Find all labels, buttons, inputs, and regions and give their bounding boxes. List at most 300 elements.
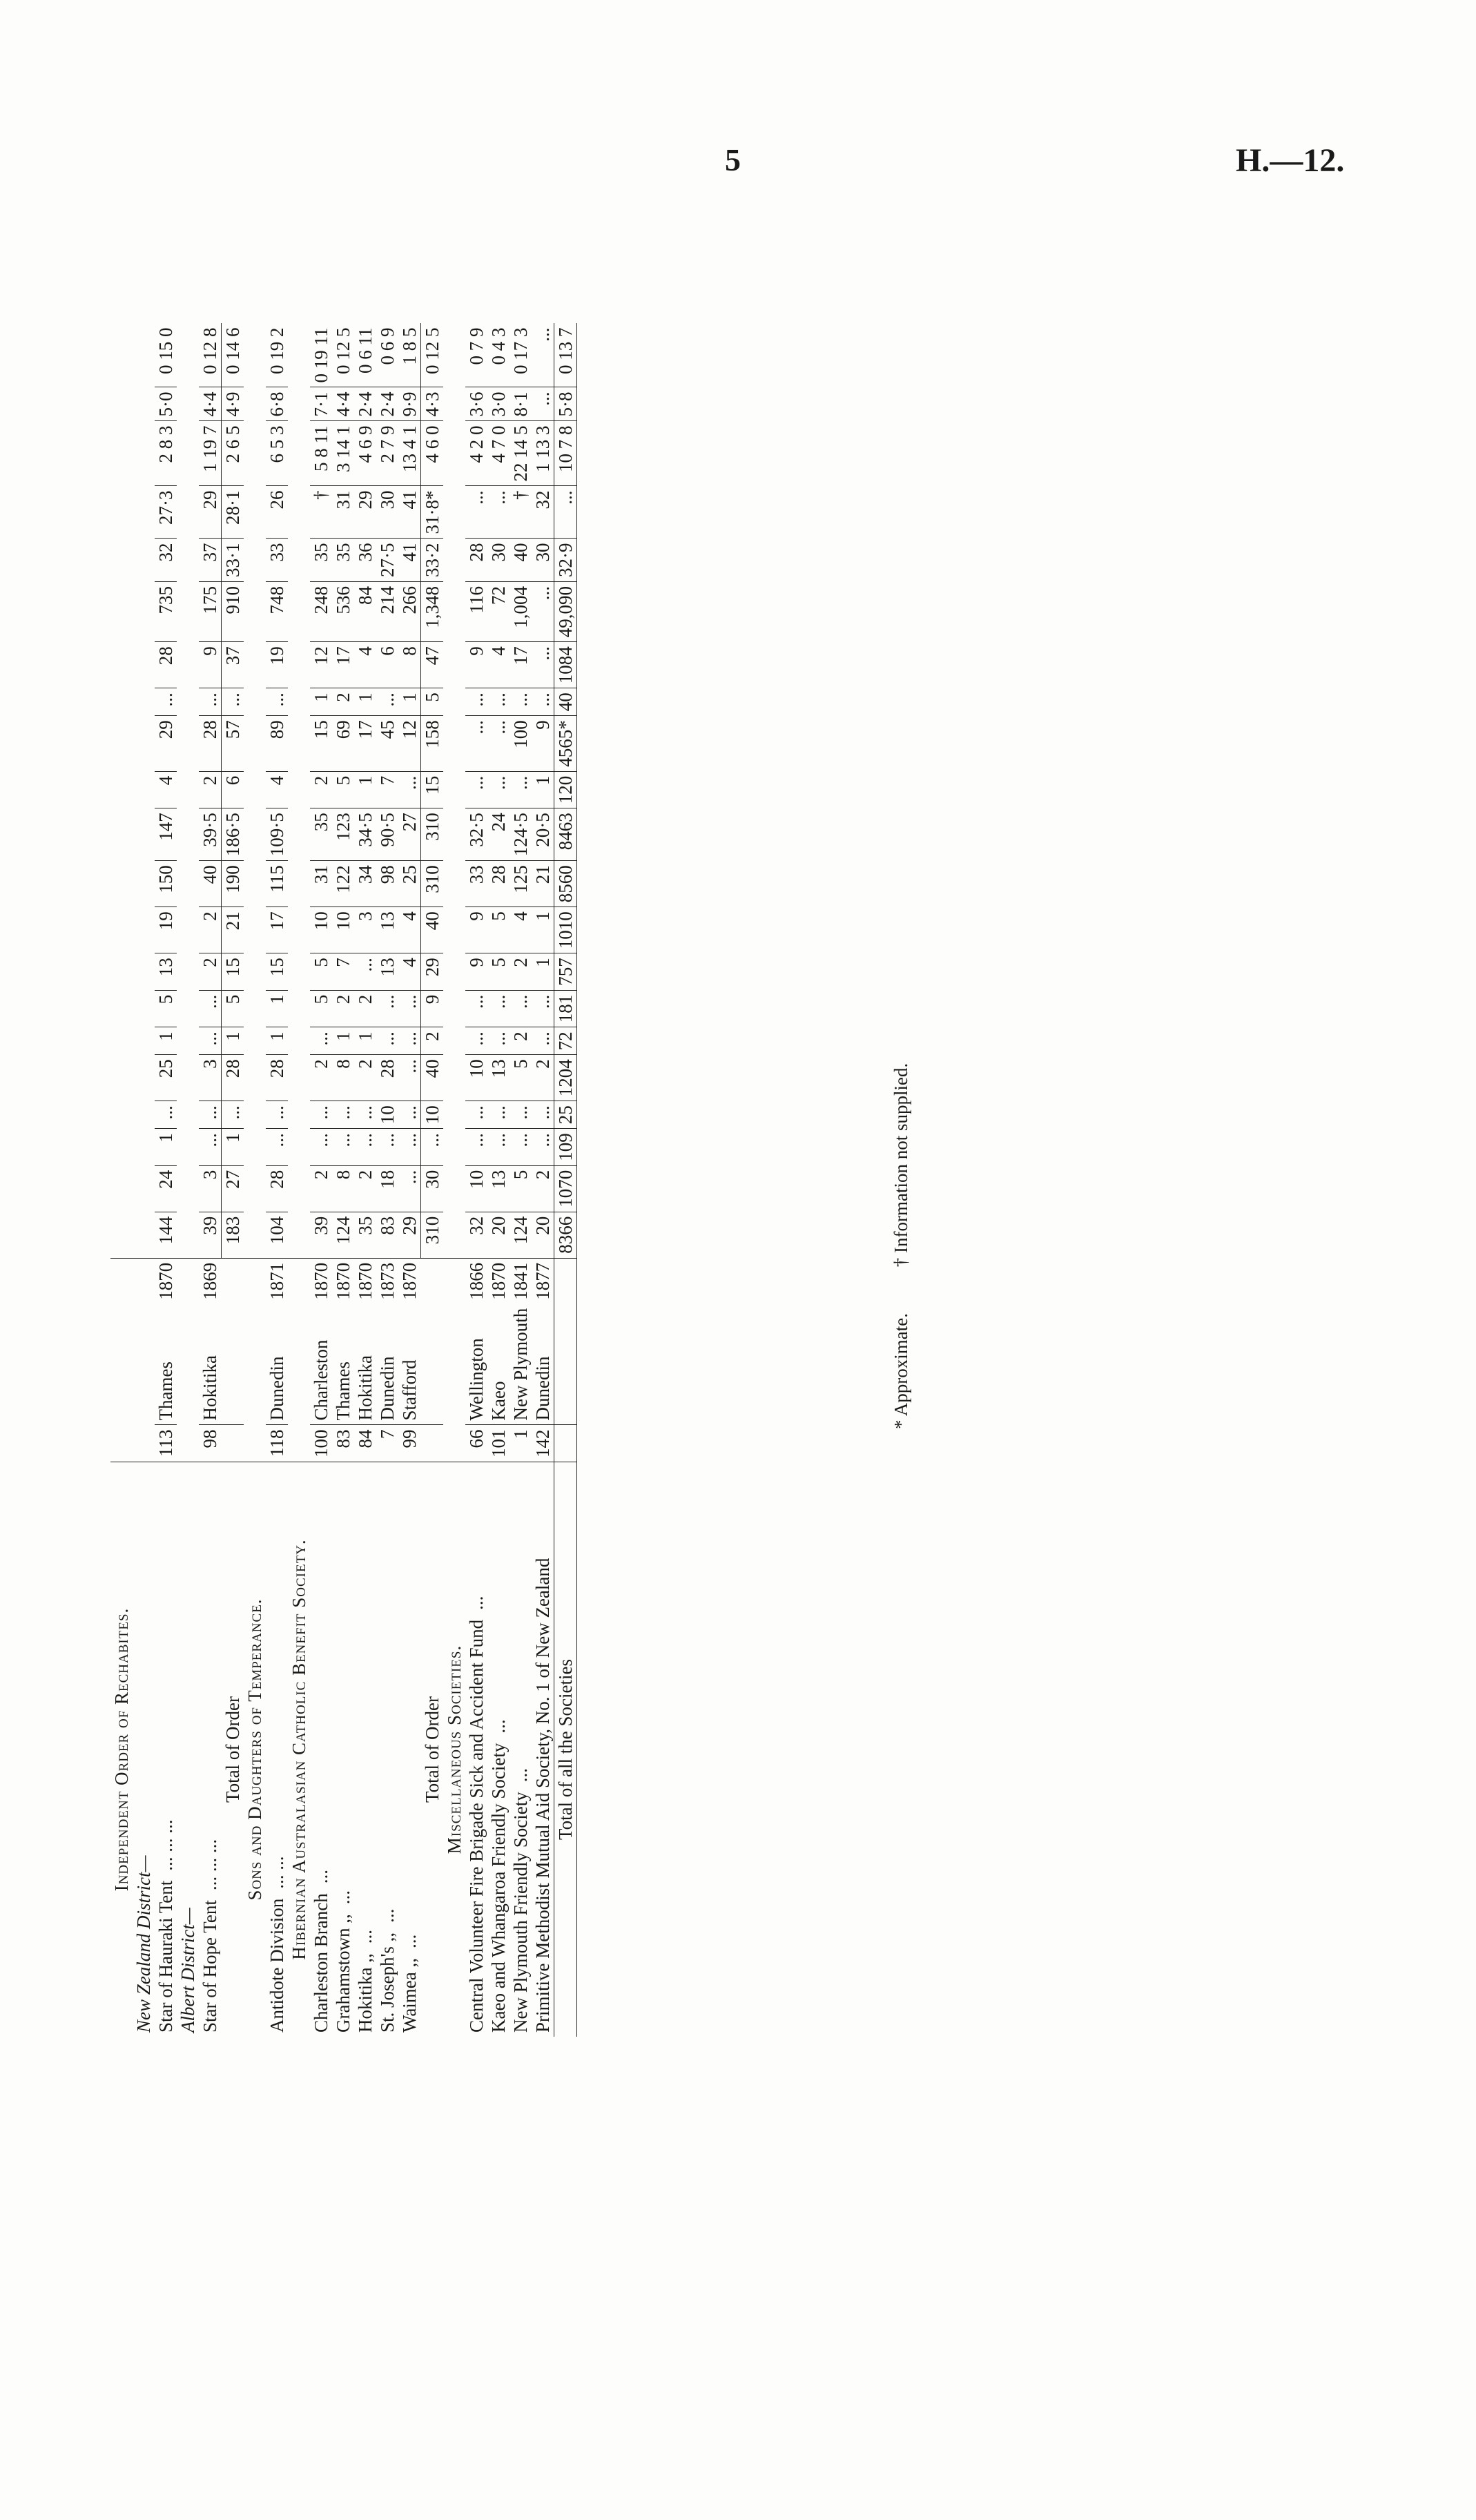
value-cell: 214 xyxy=(376,581,398,641)
value-cell: 115 xyxy=(266,861,288,907)
total-value-cell: 310 xyxy=(421,1212,444,1258)
empty-cell xyxy=(133,1055,155,1101)
value-cell: ... xyxy=(310,1027,332,1055)
value-cell: 5 xyxy=(487,907,509,953)
leader-dots: ... xyxy=(311,1870,331,1884)
value-cell: 28 xyxy=(266,1165,288,1212)
year-established: 1869 xyxy=(200,1262,220,1300)
empty-cell xyxy=(110,1055,133,1101)
value-cell: 41 xyxy=(398,539,421,582)
empty-cell xyxy=(443,1027,465,1055)
table-row xyxy=(155,323,177,2037)
place: Hokitika xyxy=(354,1304,376,1425)
empty-cell xyxy=(133,421,155,486)
value-cell: 1 8 5 xyxy=(398,323,421,387)
table-row xyxy=(509,323,532,2037)
society-name-cell xyxy=(155,1462,177,2037)
value-cell: 3 xyxy=(199,1055,222,1101)
total-value-cell: 186·5 xyxy=(222,808,244,861)
value-cell: 28 xyxy=(487,861,509,907)
table-row xyxy=(376,323,398,2037)
total-value-cell: 49,090 xyxy=(554,581,577,641)
empty-cell xyxy=(110,642,133,688)
register-number: 1 xyxy=(509,1425,532,1462)
value-cell: 35 xyxy=(310,539,332,582)
empty-cell xyxy=(244,990,266,1027)
empty-cell xyxy=(133,953,155,991)
value-cell: 13 4 1 xyxy=(398,421,421,486)
value-cell: 34 xyxy=(354,861,376,907)
value-cell: 29 xyxy=(199,486,222,539)
value-cell: ... xyxy=(532,387,554,421)
empty-cell xyxy=(443,486,465,539)
total-value-cell: 40 xyxy=(554,688,577,716)
value-cell: 9 xyxy=(532,716,554,772)
empty-cell xyxy=(244,1212,266,1258)
value-cell: 39 xyxy=(199,1212,222,1258)
value-cell: 13 xyxy=(487,1165,509,1212)
place: Dunedin xyxy=(376,1304,398,1425)
total-value-cell: 15 xyxy=(421,771,444,808)
society-name-cell xyxy=(266,1462,288,2037)
value-cell: 5 xyxy=(332,771,354,808)
empty-cell xyxy=(443,1212,465,1258)
value-cell: ... xyxy=(532,688,554,716)
value-cell: 9 xyxy=(465,953,487,991)
value-cell: 25 xyxy=(398,861,421,907)
value-cell: 69 xyxy=(332,716,354,772)
society-name: Hokitika ,, xyxy=(355,1953,376,2033)
year-established: 1870 xyxy=(311,1262,331,1300)
value-cell: 1 xyxy=(354,1027,376,1055)
empty-cell xyxy=(443,688,465,716)
value-cell: 30 xyxy=(376,486,398,539)
empty-cell xyxy=(288,642,310,688)
value-cell: 2 xyxy=(354,1165,376,1212)
total-value-cell: 33·2 xyxy=(421,539,444,582)
empty-cell xyxy=(288,953,310,991)
value-cell: ... xyxy=(487,486,509,539)
value-cell: ... xyxy=(199,1101,222,1129)
value-cell: ... xyxy=(509,1101,532,1129)
empty-cell xyxy=(133,688,155,716)
empty-cell xyxy=(110,387,133,421)
value-cell: ... xyxy=(465,990,487,1027)
value-cell: ... xyxy=(487,1027,509,1055)
value-cell: 1 xyxy=(266,1027,288,1055)
empty-cell xyxy=(443,323,465,387)
value-cell: 9 xyxy=(199,642,222,688)
value-cell: 5 xyxy=(310,990,332,1027)
total-value-cell: 8366 xyxy=(554,1212,577,1258)
total-value-cell: 910 xyxy=(222,581,244,641)
value-cell: 0 6 11 xyxy=(354,323,376,387)
value-cell: 748 xyxy=(266,581,288,641)
empty-cell xyxy=(288,421,310,486)
total-value-cell: 15 xyxy=(222,953,244,991)
empty-cell xyxy=(244,688,266,716)
year-established: 1871 xyxy=(266,1262,287,1300)
value-cell: ... xyxy=(199,1027,222,1055)
empty-cell xyxy=(110,1101,133,1129)
empty-cell xyxy=(443,861,465,907)
table-row xyxy=(398,323,421,2037)
value-cell: ... xyxy=(532,323,554,387)
section-heading: Sons and Daughters of Temperance. xyxy=(244,1598,265,1901)
value-cell: 116 xyxy=(465,581,487,641)
empty-cell xyxy=(133,1165,155,1212)
empty-cell xyxy=(110,688,133,716)
value-cell: ... xyxy=(465,1101,487,1129)
value-cell: ... xyxy=(376,1027,398,1055)
value-cell: 125 xyxy=(509,861,532,907)
value-cell: 266 xyxy=(398,581,421,641)
value-cell: 0 19 11 xyxy=(310,323,332,387)
value-cell: 2 xyxy=(332,990,354,1027)
value-cell: 6·8 xyxy=(266,387,288,421)
value-cell: 28 xyxy=(155,642,177,688)
leader-dots: ... xyxy=(399,1934,420,1948)
value-cell: ... xyxy=(266,1129,288,1166)
value-cell: 35 xyxy=(310,808,332,861)
society-name-cell xyxy=(354,1462,376,2037)
empty-cell xyxy=(177,953,199,991)
empty-cell xyxy=(288,771,310,808)
empty-cell xyxy=(177,1129,199,1166)
section-heading: Miscellaneous Societies. xyxy=(444,1645,465,1854)
total-value-cell: 181 xyxy=(554,990,577,1027)
value-cell: 28 xyxy=(465,539,487,582)
value-cell: 5 xyxy=(509,1055,532,1101)
empty-cell xyxy=(177,642,199,688)
value-cell: 2 xyxy=(354,990,376,1027)
table-row xyxy=(222,323,244,2037)
table-row xyxy=(310,323,332,2037)
total-value-cell: 33·1 xyxy=(222,539,244,582)
document-reference: H.—12. xyxy=(1236,142,1345,179)
section-heading: Hibernian Australasian Catholic Benefit Society. xyxy=(289,1539,309,1960)
value-cell: 10 xyxy=(465,1055,487,1101)
value-cell: 4·4 xyxy=(199,387,222,421)
total-value-cell: ... xyxy=(222,688,244,716)
value-cell: 150 xyxy=(155,861,177,907)
total-value-cell: 0 14 6 xyxy=(222,323,244,387)
total-value-cell: ... xyxy=(222,1101,244,1129)
empty-cell xyxy=(133,1258,155,1304)
empty-cell xyxy=(177,716,199,772)
value-cell: ... xyxy=(465,771,487,808)
value-cell: 8 xyxy=(332,1055,354,1101)
society-name: Waimea ,, xyxy=(399,1957,420,2033)
empty-cell xyxy=(288,1129,310,1166)
value-cell: † xyxy=(509,486,532,539)
total-value-cell: 57 xyxy=(222,716,244,772)
empty-cell xyxy=(177,808,199,861)
value-cell: 124·5 xyxy=(509,808,532,861)
empty-cell xyxy=(443,539,465,582)
register-number: 100 xyxy=(310,1425,332,1462)
value-cell: ... xyxy=(376,990,398,1027)
value-cell: ... xyxy=(332,1101,354,1129)
empty-cell xyxy=(554,1425,577,1462)
year-established: 1877 xyxy=(532,1262,553,1300)
value-cell: 12 xyxy=(310,642,332,688)
value-cell: 22 14 5 xyxy=(509,421,532,486)
empty-cell xyxy=(222,1258,244,1304)
empty-cell xyxy=(443,387,465,421)
total-value-cell: 28·1 xyxy=(222,486,244,539)
value-cell: 32 xyxy=(465,1212,487,1258)
table-row xyxy=(332,323,354,2037)
value-cell: 4 xyxy=(266,771,288,808)
empty-cell xyxy=(244,861,266,907)
value-cell: ... xyxy=(398,1165,421,1212)
empty-cell xyxy=(177,323,199,387)
total-value-cell: 40 xyxy=(421,907,444,953)
empty-cell xyxy=(443,771,465,808)
empty-cell xyxy=(244,1425,266,1462)
value-cell: 39 xyxy=(310,1212,332,1258)
empty-cell xyxy=(244,1129,266,1166)
value-cell: 28 xyxy=(376,1055,398,1101)
value-cell: 0 6 9 xyxy=(376,323,398,387)
value-cell: ... xyxy=(398,1129,421,1166)
total-value-cell: 28 xyxy=(222,1055,244,1101)
value-cell: 4 7 0 xyxy=(487,421,509,486)
empty-cell xyxy=(110,953,133,991)
value-cell: 8·1 xyxy=(509,387,532,421)
value-cell: 2 8 3 xyxy=(155,421,177,486)
empty-cell xyxy=(443,1258,465,1304)
empty-cell xyxy=(288,387,310,421)
total-value-cell: 10 7 8 xyxy=(554,421,577,486)
total-value-cell: 4·9 xyxy=(222,387,244,421)
value-cell: 20·5 xyxy=(532,808,554,861)
value-cell: 3 xyxy=(354,907,376,953)
total-value-cell: 1 xyxy=(222,1027,244,1055)
value-cell: 109·5 xyxy=(266,808,288,861)
empty-cell xyxy=(110,716,133,772)
value-cell: 15 xyxy=(310,716,332,772)
value-cell: 17 xyxy=(354,716,376,772)
empty-cell xyxy=(110,323,133,387)
total-value-cell: 1 xyxy=(222,1129,244,1166)
society-name-cell xyxy=(465,1462,487,2037)
value-cell: 12 xyxy=(398,716,421,772)
value-cell: ... xyxy=(332,1129,354,1166)
value-cell: 33 xyxy=(465,861,487,907)
empty-cell xyxy=(110,1425,133,1462)
empty-cell xyxy=(443,1425,465,1462)
total-value-cell: 47 xyxy=(421,642,444,688)
value-cell: ... xyxy=(465,486,487,539)
value-cell: ... xyxy=(398,990,421,1027)
value-cell: 31 xyxy=(310,861,332,907)
value-cell: 2 xyxy=(509,1027,532,1055)
value-cell: ... xyxy=(199,688,222,716)
value-cell: ... xyxy=(354,953,376,991)
empty-cell xyxy=(443,1165,465,1212)
empty-cell xyxy=(554,1304,577,1425)
value-cell: 2 xyxy=(310,1165,332,1212)
empty-cell xyxy=(177,387,199,421)
value-cell: 2 xyxy=(199,953,222,991)
value-cell: ... xyxy=(487,990,509,1027)
district-heading: New Zealand District— xyxy=(133,1855,154,2033)
empty-cell xyxy=(288,1165,310,1212)
empty-cell xyxy=(177,1425,199,1462)
value-cell: 32 xyxy=(532,486,554,539)
value-cell: ... xyxy=(155,1101,177,1129)
empty-cell xyxy=(110,771,133,808)
total-value-cell: 40 xyxy=(421,1055,444,1101)
society-name-cell xyxy=(487,1462,509,2037)
empty-cell xyxy=(288,688,310,716)
empty-cell xyxy=(443,990,465,1027)
total-value-cell: 1070 xyxy=(554,1165,577,1212)
empty-cell xyxy=(244,323,266,387)
value-cell: 7·1 xyxy=(310,387,332,421)
empty-cell xyxy=(244,1258,266,1304)
value-cell: 98 xyxy=(376,861,398,907)
empty-cell xyxy=(177,907,199,953)
value-cell: 28 xyxy=(266,1055,288,1101)
empty-cell xyxy=(288,1425,310,1462)
empty-cell xyxy=(110,421,133,486)
value-cell: 5 8 11 xyxy=(310,421,332,486)
table-row xyxy=(554,323,577,2037)
value-cell: 4 xyxy=(354,642,376,688)
total-label: Total of Order xyxy=(421,1696,443,1803)
value-cell: 5 xyxy=(487,953,509,991)
value-cell: 27·3 xyxy=(155,486,177,539)
total-value-cell: 8560 xyxy=(554,861,577,907)
value-cell: 5 xyxy=(155,990,177,1027)
empty-cell xyxy=(110,1212,133,1258)
empty-cell xyxy=(288,323,310,387)
value-cell: ... xyxy=(199,1129,222,1166)
value-cell: 15 xyxy=(266,953,288,991)
value-cell: 30 xyxy=(532,539,554,582)
total-label: Total of Order xyxy=(222,1696,243,1803)
value-cell: 19 xyxy=(155,907,177,953)
value-cell: ... xyxy=(155,688,177,716)
value-cell: 34·5 xyxy=(354,808,376,861)
empty-cell xyxy=(110,1304,133,1425)
value-cell: 35 xyxy=(354,1212,376,1258)
total-value-cell: 0 12 5 xyxy=(421,323,444,387)
society-name: Grahamstown ,, xyxy=(333,1914,353,2033)
empty-cell xyxy=(244,953,266,991)
value-cell: 13 xyxy=(487,1055,509,1101)
value-cell: 3·0 xyxy=(487,387,509,421)
value-cell: 5·0 xyxy=(155,387,177,421)
value-cell: 0 4 3 xyxy=(487,323,509,387)
value-cell: 0 12 8 xyxy=(199,323,222,387)
table-row xyxy=(244,323,266,2037)
empty-cell xyxy=(110,907,133,953)
total-value-cell: 310 xyxy=(421,808,444,861)
total-value-cell: 2 6 5 xyxy=(222,421,244,486)
value-cell: † xyxy=(310,486,332,539)
value-cell: 4 2 0 xyxy=(465,421,487,486)
register-number: 101 xyxy=(487,1425,509,1462)
total-value-cell: 31·8* xyxy=(421,486,444,539)
value-cell: 2 xyxy=(199,907,222,953)
value-cell: 9 xyxy=(465,907,487,953)
value-cell: 29 xyxy=(398,1212,421,1258)
society-name-cell xyxy=(199,1462,222,2037)
value-cell: 1 xyxy=(332,1027,354,1055)
empty-cell xyxy=(244,486,266,539)
value-cell: 1 xyxy=(155,1129,177,1166)
value-cell: ... xyxy=(465,1027,487,1055)
total-value-cell: 183 xyxy=(222,1212,244,1258)
value-cell: 25 xyxy=(155,1055,177,1101)
societies-table xyxy=(110,323,577,2037)
leader-dots: ... ... ... xyxy=(155,1819,176,1871)
value-cell: 2 7 9 xyxy=(376,421,398,486)
empty-cell xyxy=(177,861,199,907)
value-cell: ... xyxy=(509,990,532,1027)
value-cell: 0 7 9 xyxy=(465,323,487,387)
value-cell: 5 xyxy=(509,1165,532,1212)
empty-cell xyxy=(288,539,310,582)
value-cell: 7 xyxy=(376,771,398,808)
value-cell: 2 xyxy=(199,771,222,808)
value-cell: 735 xyxy=(155,581,177,641)
value-cell: 4 xyxy=(398,953,421,991)
total-value-cell: 4565* xyxy=(554,716,577,772)
total-value-cell: 27 xyxy=(222,1165,244,1212)
empty-cell xyxy=(110,1129,133,1166)
total-value-cell: 32·9 xyxy=(554,539,577,582)
table-row xyxy=(133,323,155,2037)
value-cell: 30 xyxy=(487,539,509,582)
value-cell: 100 xyxy=(509,716,532,772)
empty-cell xyxy=(133,990,155,1027)
empty-cell xyxy=(133,387,155,421)
value-cell: 536 xyxy=(332,581,354,641)
empty-cell xyxy=(177,990,199,1027)
empty-cell xyxy=(288,716,310,772)
empty-cell xyxy=(443,1304,465,1425)
table-row xyxy=(443,323,465,2037)
value-cell: 123 xyxy=(332,808,354,861)
year-established: 1841 xyxy=(510,1262,531,1300)
value-cell: 37 xyxy=(199,539,222,582)
value-cell: ... xyxy=(398,1055,421,1101)
value-cell: 3 xyxy=(199,1165,222,1212)
empty-cell xyxy=(244,808,266,861)
empty-cell xyxy=(443,421,465,486)
total-value-cell: 72 xyxy=(554,1027,577,1055)
empty-cell xyxy=(554,1258,577,1304)
empty-cell xyxy=(244,1165,266,1212)
value-cell: 17 xyxy=(332,642,354,688)
value-cell: 45 xyxy=(376,716,398,772)
leader-dots: ... xyxy=(333,1890,353,1905)
society-name-cell xyxy=(310,1462,332,2037)
value-cell: ... xyxy=(487,688,509,716)
empty-cell xyxy=(288,581,310,641)
value-cell: ... xyxy=(354,1101,376,1129)
value-cell: ... xyxy=(310,1101,332,1129)
value-cell: 6 5 3 xyxy=(266,421,288,486)
value-cell: 1,004 xyxy=(509,581,532,641)
value-cell: ... xyxy=(398,1027,421,1055)
value-cell: 3 14 1 xyxy=(332,421,354,486)
